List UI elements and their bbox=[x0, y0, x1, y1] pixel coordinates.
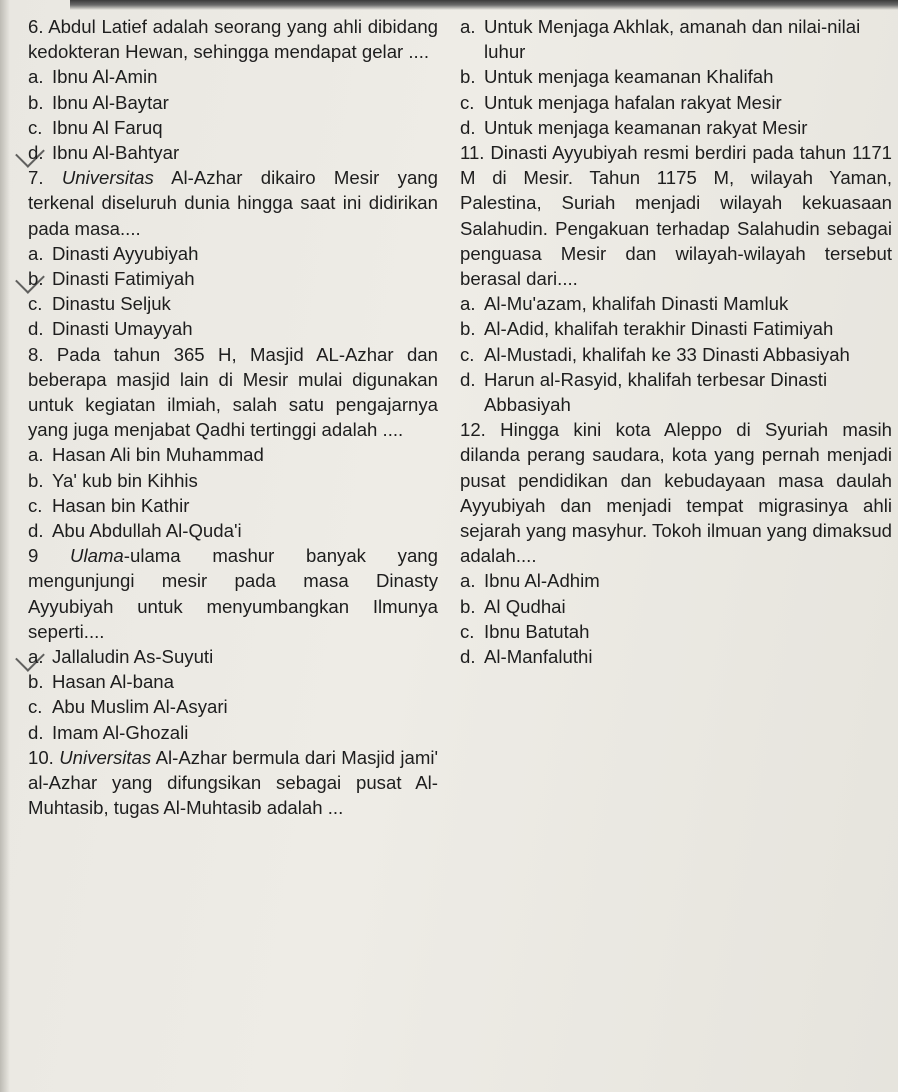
option-c: c. Al-Mustadi, khalifah ke 33 Dinasti Abbasiyah bbox=[460, 343, 850, 365]
question-6 bbox=[28, 14, 438, 165]
option-b: b. Hasan Al-bana bbox=[28, 671, 174, 693]
option-b: b. Dinasti Fatimiyah bbox=[28, 266, 438, 291]
options bbox=[28, 64, 438, 165]
option-d: d. Ibnu Al-Bahtyar bbox=[28, 140, 438, 165]
question-8 bbox=[28, 342, 438, 544]
option-a: a. Ibnu Al-Amin bbox=[28, 66, 158, 88]
question-9 bbox=[28, 543, 438, 745]
option-d: d. Al-Manfaluthi bbox=[460, 646, 593, 668]
option-b: b. Al Qudhai bbox=[460, 595, 566, 617]
question-text: 6. Abdul Latief adalah seorang yang ahli dibidang kedokteran Hewan, sehingga mendapat gelar .... bbox=[28, 16, 438, 63]
option-b: b. Ya' kub bin Kihhis bbox=[28, 469, 198, 491]
option-c: c. Hasan bin Kathir bbox=[28, 494, 190, 516]
question-text: 11. Dinasti Ayyubiyah resmi berdiri pada tahun 1171 M di Mesir. Tahun 1175 M, wilayah Yaman, Palestina, Suriah menjadi wilayah kekuasaan Salahudin. Pengakuan terhadap Salahudin sebagai penguasa Mesir dan wilayah-wilayah tersebut berasal dari.... bbox=[460, 142, 893, 290]
option-a: a. Jallaludin As-Suyuti bbox=[28, 644, 438, 669]
option-c: c. Ibnu Batutah bbox=[460, 620, 590, 642]
question-text: 9 Ulama-ulama mashur banyak yang mengunjungi mesir pada masa Dinasty Ayyubiyah untuk menyumbangkan Ilmunya seperti.... bbox=[28, 545, 438, 642]
left-column bbox=[28, 14, 438, 821]
option-d: d. Imam Al-Ghozali bbox=[28, 721, 189, 743]
option-d: d. Untuk menjaga keamanan rakyat Mesir bbox=[460, 116, 808, 138]
right-column bbox=[460, 14, 892, 669]
option-d: d. Dinasti Umayyah bbox=[28, 318, 193, 340]
options bbox=[28, 644, 438, 745]
option-a: a. Untuk Menjaga Akhlak, amanah dan nilai-nilai luhur bbox=[460, 16, 861, 63]
page-left-edge bbox=[0, 0, 10, 1092]
question-7 bbox=[28, 165, 438, 341]
question-11 bbox=[460, 140, 892, 417]
option-d: d. Abu Abdullah Al-Quda'i bbox=[28, 520, 242, 542]
option-a: a. Dinasti Ayyubiyah bbox=[28, 242, 199, 264]
question-10-options bbox=[460, 14, 892, 140]
options bbox=[28, 442, 438, 543]
question-text: 10. Universitas Al-Azhar bermula dari Masjid jami' al-Azhar yang difungsikan sebagai pusat Al-Muhtasib, tugas Al-Muhtasib adalah ... bbox=[28, 746, 439, 819]
options bbox=[460, 291, 892, 417]
option-a: a. Al-Mu'azam, khalifah Dinasti Mamluk bbox=[460, 293, 789, 315]
option-d: d. Harun al-Rasyid, khalifah terbesar Dinasti Abbasiyah bbox=[460, 368, 828, 416]
option-c: c. Ibnu Al Faruq bbox=[28, 116, 163, 138]
option-b: b. Al-Adid, khalifah terakhir Dinasti Fatimiyah bbox=[460, 318, 834, 340]
question-12 bbox=[460, 417, 892, 669]
question-10 bbox=[28, 745, 438, 821]
page-top-edge bbox=[70, 0, 898, 10]
question-text: 12. Hingga kini kota Aleppo di Syuriah masih dilanda perang saudara, kota yang pernah menjadi pusat pendidikan dan kebudayaan masa daulah Ayyubiyah dan menjadi tempat migrasinya ahli sejarah yang masyhur. Tokoh ilmuan yang dimaksud adalah.... bbox=[460, 419, 892, 567]
question-text: 8. Pada tahun 365 H, Masjid AL-Azhar dan beberapa masjid lain di Mesir mulai digunakan untuk kegiatan ilmiah, salah satu pengajarnya yang juga menjabat Qadhi tertinggi adalah .... bbox=[28, 343, 438, 441]
options bbox=[28, 241, 438, 342]
options bbox=[460, 568, 892, 669]
option-c: c. Abu Muslim Al-Asyari bbox=[28, 696, 228, 718]
option-a: a. Hasan Ali bin Muhammad bbox=[28, 444, 264, 466]
option-c: c. Dinastu Seljuk bbox=[28, 293, 171, 315]
question-text: 7. Universitas Al-Azhar dikairo Mesir yang terkenal diseluruh dunia hingga saat ini didirikan pada masa.... bbox=[28, 167, 438, 239]
option-c: c. Untuk menjaga hafalan rakyat Mesir bbox=[460, 91, 782, 113]
option-a: a. Ibnu Al-Adhim bbox=[460, 570, 600, 592]
option-b: b. Untuk menjaga keamanan Khalifah bbox=[460, 66, 774, 88]
options bbox=[460, 14, 892, 140]
option-b: b. Ibnu Al-Baytar bbox=[28, 91, 169, 113]
